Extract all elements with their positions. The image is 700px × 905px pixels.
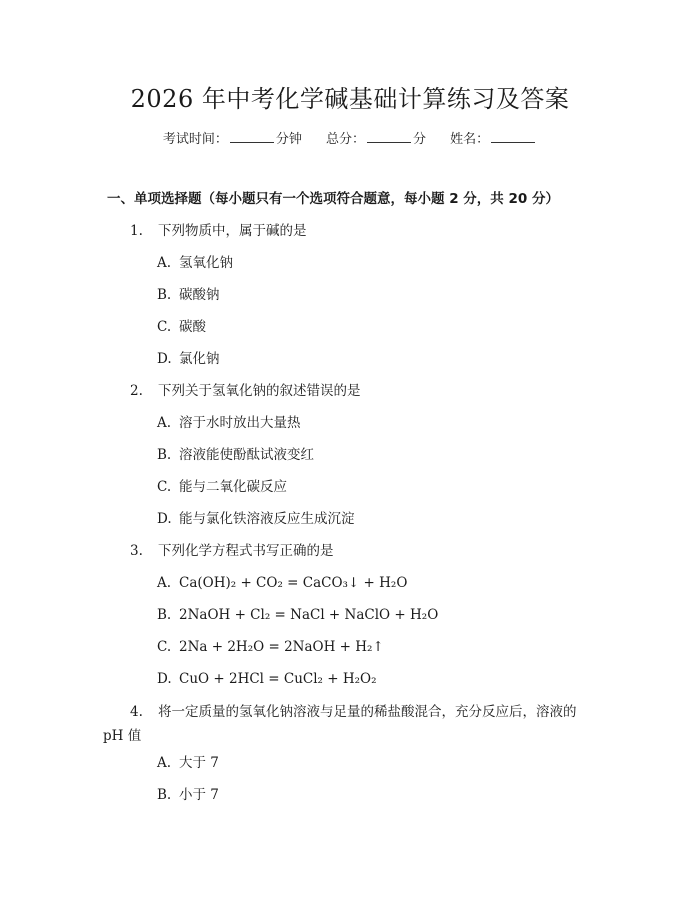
option-text: 碳酸钠	[179, 287, 220, 303]
option-letter: B.	[157, 287, 172, 303]
option-4a	[157, 751, 219, 775]
option-text: 2Na + 2H₂O = 2NaOH + H₂↑	[179, 639, 384, 655]
option-2b	[157, 443, 314, 467]
option-text: 大于 7	[179, 755, 219, 771]
student-name-field	[450, 128, 537, 152]
question-2	[130, 379, 590, 403]
section-heading: 一、单项选择题（每小题只有一个选项符合题意，每小题 2 分，共 20 分）	[107, 191, 559, 207]
option-3b	[157, 603, 438, 627]
question-text: 下列关于氢氧化钠的叙述错误的是	[158, 383, 361, 399]
option-3d	[157, 667, 377, 691]
option-text: 碳酸	[179, 319, 206, 335]
student-name-blank	[491, 130, 535, 143]
question-1	[130, 219, 590, 243]
option-letter: B.	[157, 607, 172, 623]
student-name-label: 姓名：	[450, 132, 490, 147]
option-text: 溶液能使酚酞试液变红	[179, 447, 314, 463]
option-4b	[157, 783, 219, 807]
option-2d	[157, 507, 355, 531]
total-score-blank	[367, 130, 411, 143]
total-score-unit: 分	[413, 132, 427, 147]
option-letter: D.	[157, 511, 172, 527]
option-letter: D.	[157, 351, 172, 367]
option-1a	[157, 251, 233, 275]
question-text-line1	[103, 700, 593, 724]
option-letter: B.	[157, 447, 172, 463]
option-2c	[157, 475, 287, 499]
option-letter: A.	[157, 575, 172, 591]
question-3	[130, 539, 590, 563]
question-number: 3.	[130, 543, 143, 559]
question-number: 4.	[130, 704, 143, 720]
option-text: 氢氧化钠	[179, 255, 233, 271]
exam-time-blank	[230, 130, 274, 143]
option-text: 2NaOH + Cl₂ = NaCl + NaClO + H₂O	[179, 607, 439, 623]
option-letter: B.	[157, 787, 172, 803]
exam-time-field	[163, 128, 302, 152]
question-text: 下列化学方程式书写正确的是	[158, 543, 334, 559]
option-letter: C.	[157, 319, 172, 335]
question-number: 1.	[130, 223, 143, 239]
exam-info-line	[0, 128, 700, 152]
option-3a	[157, 571, 407, 595]
question-text: 下列物质中，属于碱的是	[158, 223, 307, 239]
total-score-field	[326, 128, 426, 152]
option-letter: A.	[157, 755, 172, 771]
option-letter: C.	[157, 639, 172, 655]
total-score-label: 总分：	[325, 132, 365, 147]
option-text: Ca(OH)₂ + CO₂ = CaCO₃↓ + H₂O	[179, 575, 408, 591]
option-letter: A.	[157, 415, 172, 431]
question-text: 将一定质量的氢氧化钠溶液与足量的稀盐酸混合，充分反应后，溶液的	[158, 704, 577, 720]
option-text: 能与二氧化碳反应	[179, 479, 287, 495]
page-title: 2026 年中考化学碱基础计算练习及答案	[130, 85, 570, 113]
exam-time-label: 考试时间：	[162, 132, 228, 147]
option-letter: C.	[157, 479, 172, 495]
option-text: 能与氯化铁溶液反应生成沉淀	[179, 511, 355, 527]
option-text: 溶于水时放出大量热	[179, 415, 301, 431]
question-text-line2: pH 值	[103, 728, 142, 744]
question-number: 2.	[130, 383, 143, 399]
option-1c	[157, 315, 206, 339]
option-3c	[157, 635, 384, 659]
option-letter: D.	[157, 671, 172, 687]
question-4	[103, 700, 593, 748]
option-1d	[157, 347, 220, 371]
option-2a	[157, 411, 301, 435]
option-text: 小于 7	[179, 787, 219, 803]
option-letter: A.	[157, 255, 172, 271]
exam-time-unit: 分钟	[275, 132, 302, 147]
option-1b	[157, 283, 220, 307]
option-text: 氯化钠	[179, 351, 220, 367]
option-text: CuO + 2HCl = CuCl₂ + H₂O₂	[179, 671, 377, 687]
